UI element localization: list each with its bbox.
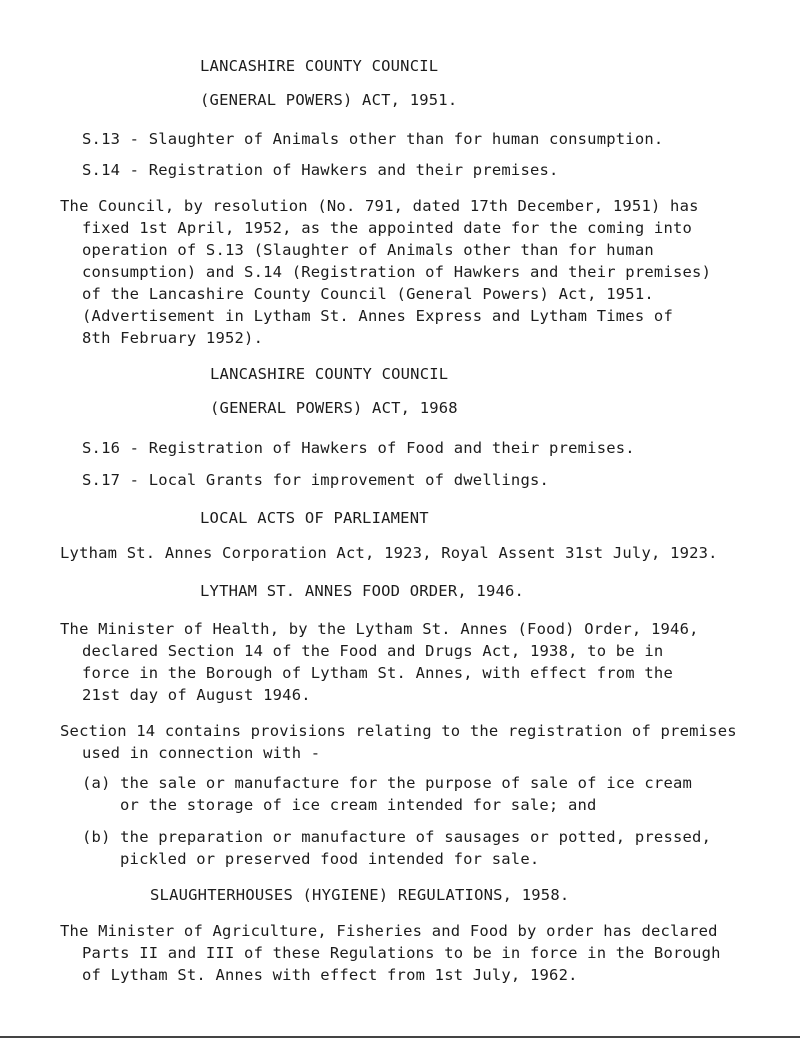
subheading-act-1968: (GENERAL POWERS) ACT, 1968 — [210, 399, 458, 417]
item-b-line: (b) the preparation or manufacture of sausages or potted, pressed, — [82, 828, 712, 846]
item-s16: S.16 - Registration of Hawkers of Food and their premises. — [82, 439, 635, 457]
heading-local-acts: LOCAL ACTS OF PARLIAMENT — [200, 509, 429, 527]
item-a-line: or the storage of ice cream intended for sale; and — [120, 796, 597, 814]
item-s13: S.13 - Slaughter of Animals other than for human consumption. — [82, 130, 664, 148]
para-line: consumption) and S.14 (Registration of Hawkers and their premises) — [82, 263, 712, 281]
para-line: The Minister of Agriculture, Fisheries and Food by order has declared — [60, 922, 718, 940]
para-line: declared Section 14 of the Food and Drugs Act, 1938, to be in — [82, 642, 664, 660]
para-line: Parts II and III of these Regulations to be in force in the Borough — [82, 944, 721, 962]
para-line: 21st day of August 1946. — [82, 686, 311, 704]
para-line: The Council, by resolution (No. 791, dated 17th December, 1951) has — [60, 197, 699, 215]
section14-line: used in connection with - — [82, 744, 321, 762]
item-s14: S.14 - Registration of Hawkers and their premises. — [82, 161, 559, 179]
item-s17: S.17 - Local Grants for improvement of dwellings. — [82, 471, 550, 489]
heading-lcc-1968: LANCASHIRE COUNTY COUNCIL — [210, 365, 449, 383]
local-act-line: Lytham St. Annes Corporation Act, 1923, Royal Assent 31st July, 1923. — [60, 544, 718, 562]
subheading-act-1951: (GENERAL POWERS) ACT, 1951. — [200, 91, 458, 109]
para-line: of Lytham St. Annes with effect from 1st July, 1962. — [82, 966, 578, 984]
heading-lcc-1951: LANCASHIRE COUNTY COUNCIL — [200, 57, 439, 75]
para-line: The Minister of Health, by the Lytham St. Annes (Food) Order, 1946, — [60, 620, 699, 638]
para-line: 8th February 1952). — [82, 329, 264, 347]
item-a-line: (a) the sale or manufacture for the purpose of sale of ice cream — [82, 774, 693, 792]
heading-slaughterhouses: SLAUGHTERHOUSES (HYGIENE) REGULATIONS, 1958. — [150, 886, 570, 904]
heading-food-order: LYTHAM ST. ANNES FOOD ORDER, 1946. — [200, 582, 525, 600]
para-line: fixed 1st April, 1952, as the appointed date for the coming into — [82, 219, 693, 237]
section14-line: Section 14 contains provisions relating to the registration of premises — [60, 722, 737, 740]
item-b-line: pickled or preserved food intended for sale. — [120, 850, 540, 868]
para-line: operation of S.13 (Slaughter of Animals other than for human — [82, 241, 654, 259]
para-line: of the Lancashire County Council (General Powers) Act, 1951. — [82, 285, 654, 303]
para-line: (Advertisement in Lytham St. Annes Express and Lytham Times of — [82, 307, 673, 325]
para-line: force in the Borough of Lytham St. Annes, with effect from the — [82, 664, 673, 682]
